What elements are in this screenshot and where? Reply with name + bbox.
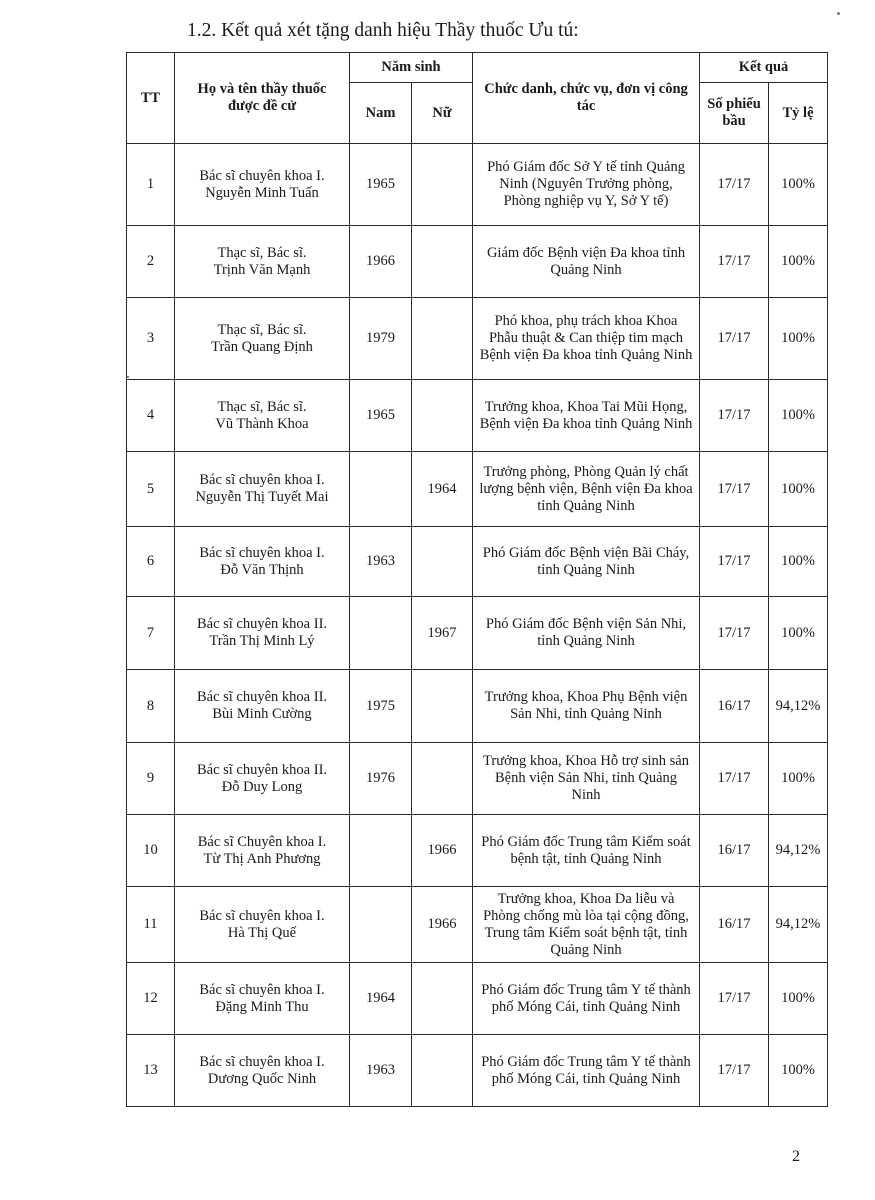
cell-male-year: 1965 (350, 380, 412, 452)
cell-rate: 94,12% (769, 887, 828, 963)
cell-tt: 4 (127, 380, 175, 452)
cell-position: Phó Giám đốc Bệnh viện Bãi Cháy, tỉnh Quảng Ninh (473, 527, 700, 597)
cell-name (175, 1035, 350, 1107)
cell-position: Phó khoa, phụ trách khoa Khoa Phẫu thuật & Can thiệp tim mạch Bệnh viện Đa khoa tỉnh Quảng Ninh (473, 298, 700, 380)
doctor-title: Thạc sĩ, Bác sĩ. (217, 244, 307, 261)
cell-votes: 17/17 (700, 1035, 769, 1107)
cell-name (175, 298, 350, 380)
cell-tt: 7 (127, 597, 175, 670)
doctor-name: Đặng Minh Thu (215, 998, 309, 1015)
table-row (127, 743, 828, 815)
cell-female-year (412, 743, 473, 815)
cell-name (175, 226, 350, 298)
cell-position: Trưởng phòng, Phòng Quản lý chất lượng bệnh viện, Bệnh viện Đa khoa tỉnh Quảng Ninh (473, 452, 700, 527)
header-rate: Tỷ lệ (769, 83, 828, 144)
cell-votes: 17/17 (700, 963, 769, 1035)
cell-name (175, 963, 350, 1035)
doctor-title: Bác sĩ chuyên khoa I. (199, 1053, 325, 1070)
table-row (127, 670, 828, 743)
doctor-title: Bác sĩ chuyên khoa II. (196, 689, 328, 705)
header-name: Họ và tên thầy thuốc được đề cử (175, 53, 350, 144)
cell-votes: 16/17 (700, 815, 769, 887)
cell-rate: 100% (769, 743, 828, 815)
cell-tt: 5 (127, 452, 175, 527)
cell-rate: 94,12% (769, 670, 828, 743)
cell-position: Phó Giám đốc Trung tâm Y tế thành phố Móng Cái, tỉnh Quảng Ninh (473, 963, 700, 1035)
cell-tt: 11 (127, 887, 175, 963)
cell-position: Trưởng khoa, Khoa Phụ Bệnh viện Sản Nhi, tỉnh Quảng Ninh (473, 670, 700, 743)
header-birth-year: Năm sinh (350, 53, 473, 83)
cell-female-year: 1966 (412, 815, 473, 887)
cell-rate: 100% (769, 226, 828, 298)
cell-male-year: 1964 (350, 963, 412, 1035)
cell-votes: 17/17 (700, 226, 769, 298)
cell-female-year (412, 527, 473, 597)
cell-position: Phó Giám đốc Trung tâm Y tế thành phố Móng Cái, tỉnh Quảng Ninh (473, 1035, 700, 1107)
cell-position: Phó Giám đốc Sở Y tế tỉnh Quảng Ninh (Nguyên Trưởng phòng, Phòng nghiệp vụ Y, Sở Y tế) (473, 144, 700, 226)
cell-female-year: 1964 (412, 452, 473, 527)
cell-male-year (350, 597, 412, 670)
cell-male-year (350, 452, 412, 527)
cell-tt: 3 (127, 298, 175, 380)
cell-votes: 17/17 (700, 597, 769, 670)
cell-name (175, 452, 350, 527)
table-row (127, 452, 828, 527)
cell-name (175, 144, 350, 226)
cell-female-year (412, 226, 473, 298)
cell-tt: 10 (127, 815, 175, 887)
table-row (127, 1035, 828, 1107)
cell-name (175, 743, 350, 815)
cell-rate: 100% (769, 144, 828, 226)
header-female: Nữ (412, 83, 473, 144)
cell-male-year: 1963 (350, 1035, 412, 1107)
cell-name (175, 597, 350, 670)
cell-tt: 6 (127, 527, 175, 597)
cell-name (175, 887, 350, 963)
page-number: 2 (792, 1148, 800, 1165)
cell-position: Trưởng khoa, Khoa Da liễu và Phòng chống mù lòa tại cộng đồng, Trung tâm Kiểm soát bệnh tật, tỉnh Quảng Ninh (473, 887, 700, 963)
cell-votes: 17/17 (700, 298, 769, 380)
doctor-title: Bác sĩ chuyên khoa I. (199, 472, 325, 488)
results-table (126, 52, 828, 1107)
cell-name (175, 815, 350, 887)
doctor-title: Bác sĩ chuyên khoa II. (196, 616, 328, 632)
cell-female-year (412, 380, 473, 452)
cell-male-year: 1963 (350, 527, 412, 597)
cell-male-year (350, 887, 412, 963)
header-result: Kết quả (700, 53, 828, 83)
cell-rate: 100% (769, 963, 828, 1035)
doctor-name: Trần Quang Định (211, 338, 313, 355)
table-row (127, 815, 828, 887)
cell-votes: 17/17 (700, 380, 769, 452)
doctor-name: Đỗ Duy Long (221, 778, 303, 795)
cell-tt: 13 (127, 1035, 175, 1107)
table-row (127, 963, 828, 1035)
header-position: Chức danh, chức vụ, đơn vị công tác (473, 53, 700, 144)
section-heading: 1.2. Kết quả xét tặng danh hiệu Thầy thuốc Ưu tú: (187, 20, 579, 41)
doctor-name: Nguyễn Thị Tuyết Mai (195, 489, 329, 505)
doctor-name: Nguyễn Minh Tuấn (205, 184, 319, 201)
cell-name (175, 380, 350, 452)
cell-position: Giám đốc Bệnh viện Đa khoa tỉnh Quảng Ninh (473, 226, 700, 298)
doctor-name: Trịnh Văn Mạnh (213, 261, 311, 278)
cell-female-year (412, 670, 473, 743)
doctor-name: Trần Thị Minh Lý (209, 633, 315, 649)
cell-votes: 17/17 (700, 743, 769, 815)
cell-name (175, 527, 350, 597)
cell-position: Phó Giám đốc Bệnh viện Sản Nhi, tỉnh Quảng Ninh (473, 597, 700, 670)
cell-rate: 100% (769, 298, 828, 380)
cell-female-year (412, 1035, 473, 1107)
header-male: Nam (350, 83, 412, 144)
table-row (127, 298, 828, 380)
doctor-title: Bác sĩ chuyên khoa II. (196, 761, 328, 778)
doctor-title: Bác sĩ chuyên khoa I. (199, 167, 325, 184)
doctor-title: Thạc sĩ, Bác sĩ. (217, 398, 307, 415)
cell-votes: 17/17 (700, 452, 769, 527)
header-votes: Số phiếu bầu (700, 83, 769, 144)
cell-votes: 16/17 (700, 670, 769, 743)
doctor-title: Bác sĩ chuyên khoa I. (199, 981, 325, 998)
cell-position: Trưởng khoa, Khoa Hỗ trợ sinh sản Bệnh viện Sản Nhi, tỉnh Quảng Ninh (473, 743, 700, 815)
doctor-title: Bác sĩ chuyên khoa I. (199, 907, 325, 924)
table-row (127, 226, 828, 298)
cell-female-year (412, 298, 473, 380)
cell-rate: 100% (769, 452, 828, 527)
cell-rate: 100% (769, 1035, 828, 1107)
cell-tt: 8 (127, 670, 175, 743)
table-row (127, 597, 828, 670)
cell-female-year (412, 144, 473, 226)
cell-rate: 100% (769, 597, 828, 670)
doctor-name: Dương Quốc Ninh (207, 1070, 317, 1087)
doctor-name: Đỗ Văn Thịnh (220, 561, 304, 578)
cell-female-year: 1966 (412, 887, 473, 963)
cell-rate: 100% (769, 527, 828, 597)
table-row (127, 527, 828, 597)
cell-female-year (412, 963, 473, 1035)
doctor-title: Bác sĩ Chuyên khoa I. (197, 833, 327, 850)
scan-speck (837, 12, 840, 15)
cell-position: Trưởng khoa, Khoa Tai Mũi Họng, Bệnh viện Đa khoa tỉnh Quảng Ninh (473, 380, 700, 452)
cell-rate: 100% (769, 380, 828, 452)
header-tt: TT (127, 53, 175, 144)
cell-position: Phó Giám đốc Trung tâm Kiểm soát bệnh tật, tỉnh Quảng Ninh (473, 815, 700, 887)
cell-votes: 17/17 (700, 144, 769, 226)
cell-rate: 94,12% (769, 815, 828, 887)
cell-votes: 17/17 (700, 527, 769, 597)
cell-tt: 12 (127, 963, 175, 1035)
doctor-name: Vũ Thành Khoa (215, 415, 309, 432)
cell-male-year: 1979 (350, 298, 412, 380)
table-body (127, 144, 828, 1107)
cell-tt: 9 (127, 743, 175, 815)
doctor-title: Thạc sĩ, Bác sĩ. (217, 321, 307, 338)
cell-male-year (350, 815, 412, 887)
table-row (127, 380, 828, 452)
doctor-name: Bùi Minh Cường (212, 706, 312, 722)
doctor-title: Bác sĩ chuyên khoa I. (199, 544, 325, 561)
cell-male-year: 1975 (350, 670, 412, 743)
cell-tt: 1 (127, 144, 175, 226)
cell-name (175, 670, 350, 743)
cell-female-year: 1967 (412, 597, 473, 670)
table-row (127, 887, 828, 963)
cell-male-year: 1965 (350, 144, 412, 226)
cell-male-year: 1966 (350, 226, 412, 298)
doctor-name: Hà Thị Quế (227, 924, 297, 941)
table-row (127, 144, 828, 226)
cell-tt: 2 (127, 226, 175, 298)
doctor-name: Từ Thị Anh Phương (203, 850, 321, 867)
cell-votes: 16/17 (700, 887, 769, 963)
cell-male-year: 1976 (350, 743, 412, 815)
